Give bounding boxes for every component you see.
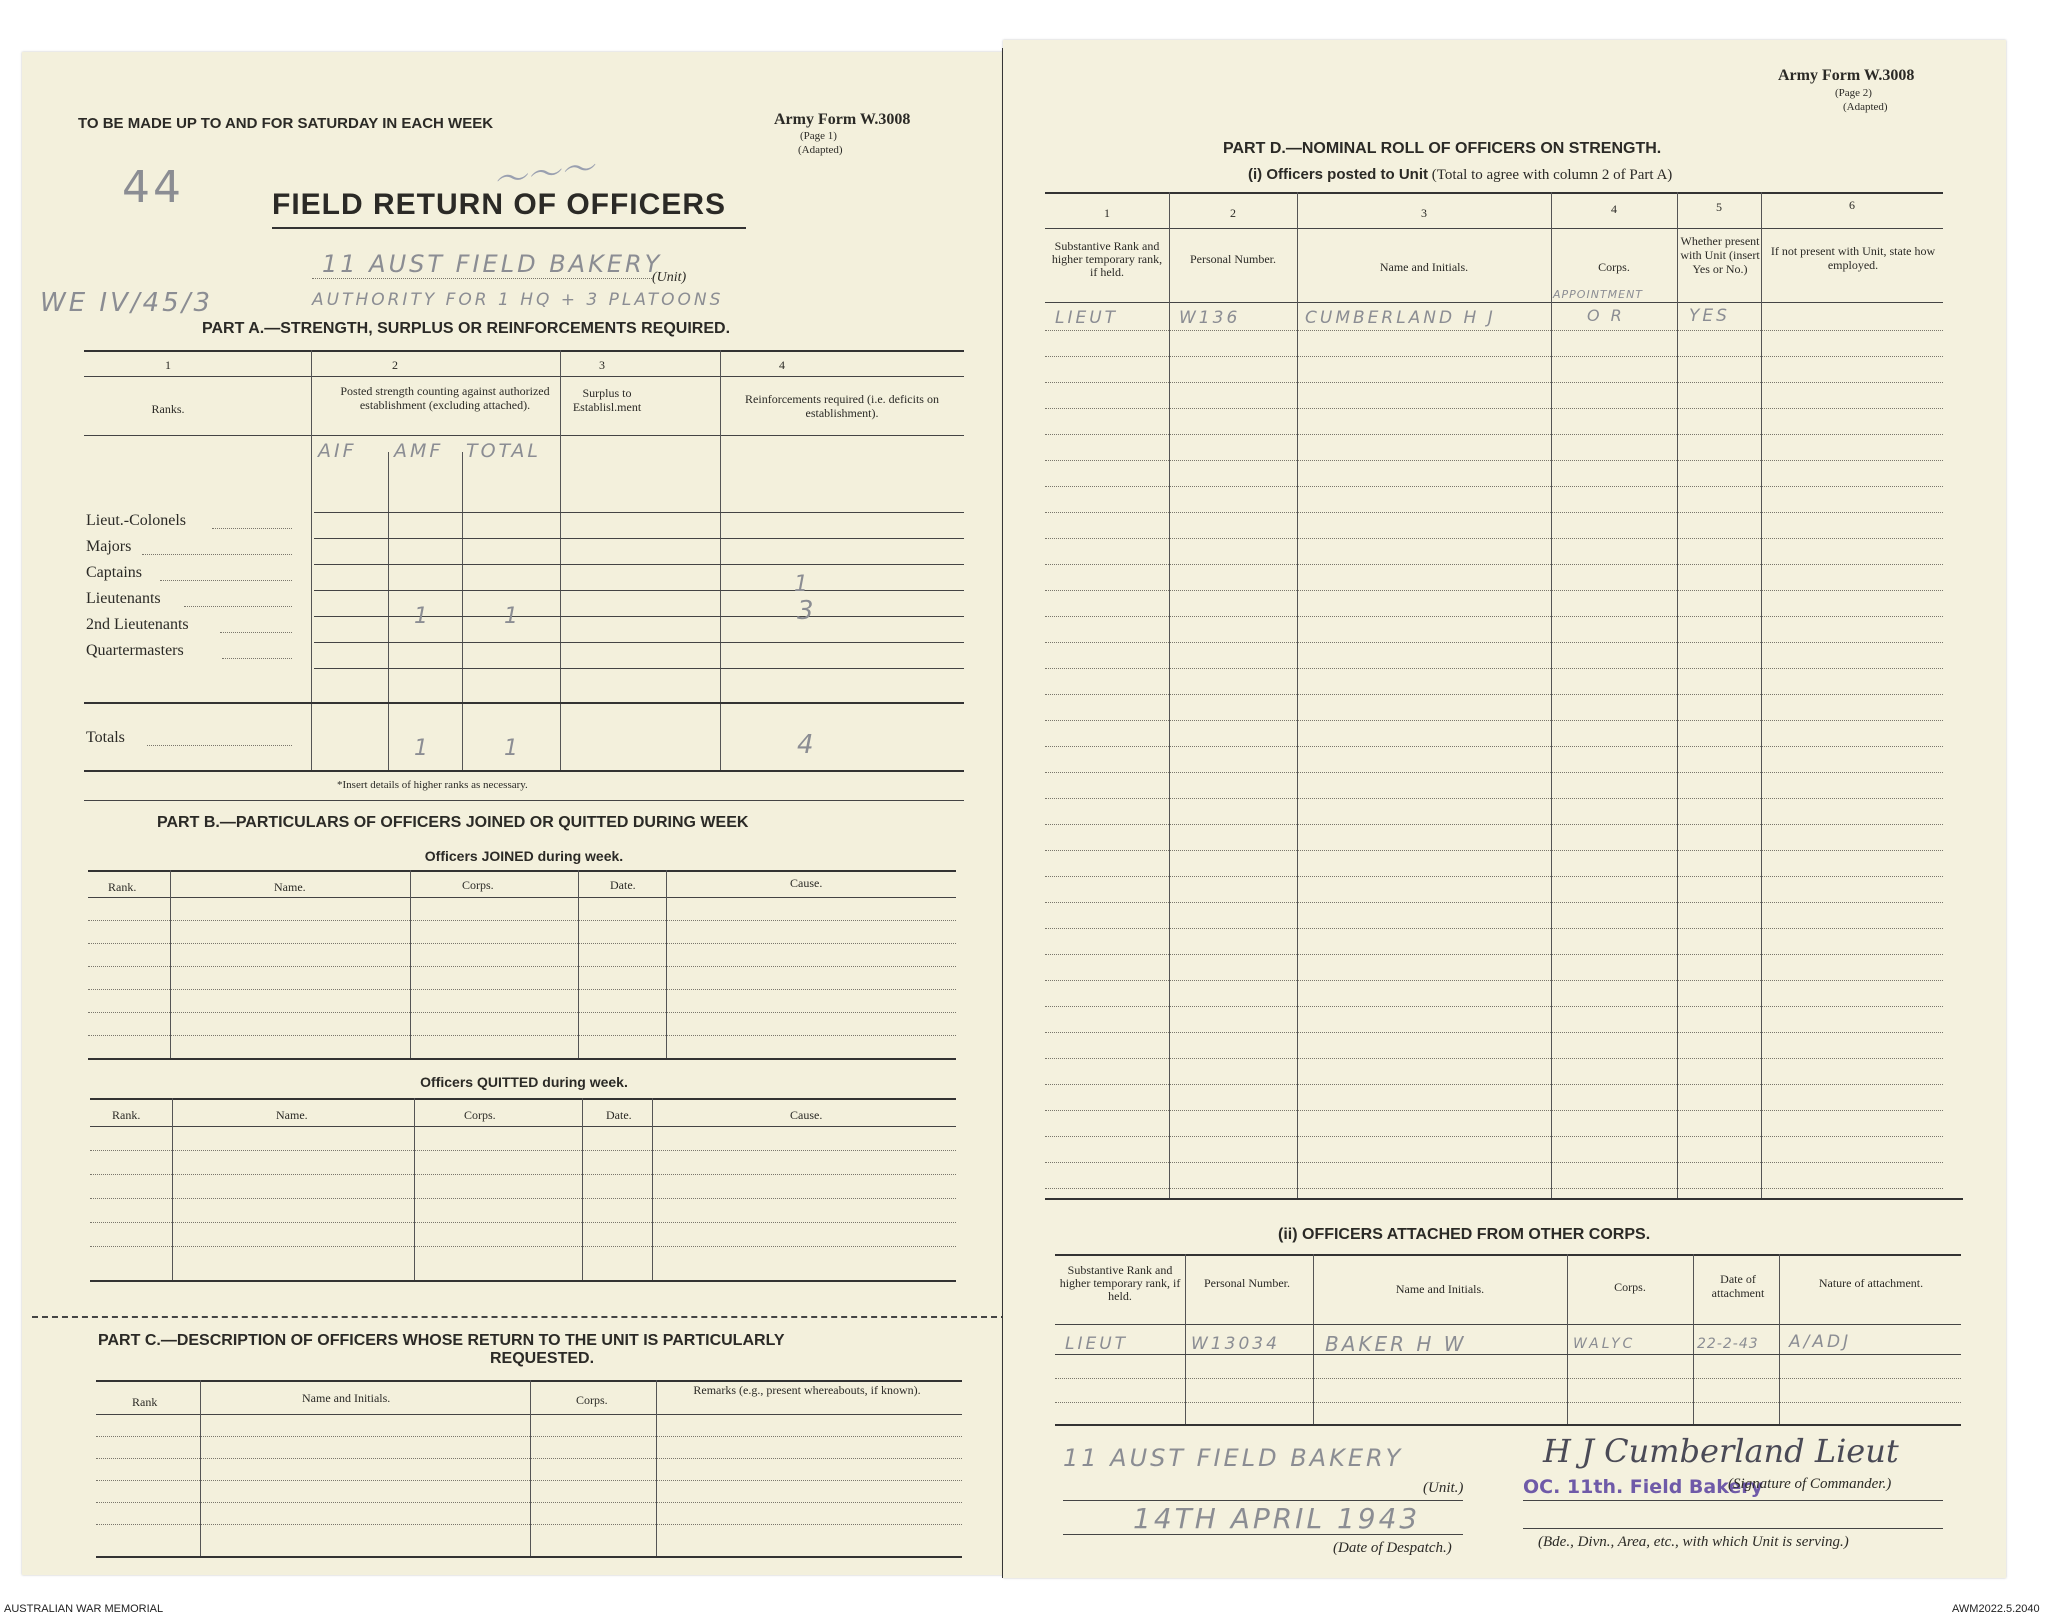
part-d-row-line [1045, 434, 1943, 435]
adapted-label: (Adapted) [798, 144, 843, 156]
attached-header-name: Name and Initials. [1395, 1282, 1485, 1296]
part-c-col-remarks: Remarks (e.g., present whereabouts, if known). [693, 1383, 921, 1397]
rank-dotline-2 [142, 554, 292, 555]
part-a-row-5 [314, 616, 964, 617]
sub-header-total: TOTAL [466, 440, 542, 462]
part-d-header-corps: Corps. [1598, 260, 1630, 274]
totals-reinforcements-value: 4 [797, 730, 817, 760]
captains-reinforcements-value: 1 [794, 572, 811, 597]
right-page [1003, 40, 2006, 1578]
attached-top-rule [1055, 1254, 1961, 1256]
part-c-vline-1 [200, 1380, 201, 1556]
part-c-col-rank: Rank [132, 1395, 158, 1409]
part-d-row-line [1045, 720, 1943, 721]
part-d-row-line [1045, 1136, 1943, 1137]
unit-dotline [312, 278, 652, 279]
part-d-row-line [1045, 876, 1943, 877]
part-d-header-present: Whether present with Unit (insert Yes or No.) [1680, 234, 1760, 276]
joined-row-4 [88, 989, 956, 990]
part-a-footnote: *Insert details of higher ranks as necessary. [337, 779, 528, 791]
part-c-row-2 [96, 1458, 962, 1459]
quitted-bottom-rule [90, 1280, 956, 1282]
part-d-row-line [1045, 590, 1943, 591]
quitted-col-rank: Rank. [112, 1108, 141, 1122]
part-a-title: PART A.—STRENGTH, SURPLUS OR REINFORCEMENTS REQUIRED. [202, 320, 731, 337]
entry-corps-top: APPOINTMENT [1553, 288, 1644, 301]
part-d-row-line [1045, 408, 1943, 409]
archive-credit: AUSTRALIAN WAR MEMORIAL [4, 1603, 164, 1615]
quitted-col-corps: Corps. [464, 1108, 496, 1122]
we-handwritten: WE IV/45/3 [40, 288, 213, 318]
attached-entry-corps: WALYC [1573, 1336, 1636, 1352]
part-d-colnum-6: 6 [1849, 198, 1855, 212]
quitted-vline-2 [414, 1098, 415, 1280]
part-d-row-line [1045, 564, 1943, 565]
attached-header-rule [1055, 1324, 1961, 1325]
part-d-colnum-1: 1 [1104, 206, 1110, 220]
attached-title: (ii) OFFICERS ATTACHED FROM OTHER CORPS. [1278, 1226, 1651, 1243]
unit-label: (Unit) [652, 270, 687, 285]
tear-line [32, 1316, 1007, 1318]
part-a-header-surplus: Surplus to Establisl.ment [572, 386, 642, 414]
joined-row-1 [88, 920, 956, 921]
totals-dotline [147, 745, 292, 746]
adapted-label-p2: (Adapted) [1843, 101, 1888, 113]
attached-row-1 [1055, 1354, 1961, 1355]
attached-bottom-rule [1055, 1424, 1961, 1426]
part-d-row-line [1045, 1006, 1943, 1007]
quitted-row-5 [90, 1246, 956, 1247]
part-d-bottom-rule [1045, 1198, 1963, 1200]
attached-entry-name: BAKER H W [1325, 1332, 1467, 1356]
footer-date-line [1063, 1534, 1463, 1535]
part-a-row-6 [314, 642, 964, 643]
joined-vline-2 [410, 870, 411, 1058]
footer-signature-label: (Signature of Commander.) [1728, 1476, 1892, 1492]
joined-row-5 [88, 1012, 956, 1013]
totals-label: Totals [86, 729, 125, 746]
entry-name: CUMBERLAND H J [1305, 308, 1496, 328]
part-d-subtitle-bold: (i) Officers posted to Unit [1248, 166, 1428, 183]
sub-header-aif: AIF [318, 440, 357, 462]
footer-date-handwritten: 14TH APRIL 1943 [1133, 1502, 1421, 1535]
part-b-title: PART B.—PARTICULARS OF OFFICERS JOINED OR QUITTED DURING WEEK [157, 814, 749, 831]
quitted-top-rule [90, 1098, 956, 1100]
attached-vline-4 [1693, 1254, 1694, 1424]
part-a-vline-1 [311, 350, 312, 770]
sub-header-amf: AMF [394, 440, 444, 462]
entry-number: W136 [1179, 308, 1241, 328]
attached-vline-1 [1185, 1254, 1186, 1424]
joined-top-rule [88, 870, 956, 872]
totals-aif-value: 1 [414, 736, 431, 761]
quitted-vline-3 [582, 1098, 583, 1280]
form-name-p2: Army Form W.3008 [1778, 67, 1915, 84]
part-d-header-rule [1045, 302, 1943, 303]
part-a-top-rule [84, 350, 964, 352]
authority-handwritten: AUTHORITY FOR 1 HQ + 3 PLATOONS [312, 290, 724, 310]
part-d-row-line [1045, 330, 1943, 331]
part-c-row-4 [96, 1502, 962, 1503]
part-a-vline-3 [720, 350, 721, 770]
lieutenants-reinforcements-value: 3 [797, 596, 817, 626]
part-c-col-name: Name and Initials. [302, 1391, 391, 1405]
part-d-row-line [1045, 1058, 1943, 1059]
archive-accession-number: AWM2022.5.2040 [1952, 1603, 2040, 1615]
header-instruction: TO BE MADE UP TO AND FOR SATURDAY IN EACH WEEK [78, 115, 494, 132]
part-d-row-line [1045, 694, 1943, 695]
quitted-title: Officers QUITTED during week. [420, 1074, 628, 1090]
attached-vline-3 [1567, 1254, 1568, 1424]
joined-col-name: Name. [274, 880, 306, 894]
attached-entry-date: 22-2-43 [1697, 1336, 1759, 1352]
part-c-row-5 [96, 1524, 962, 1525]
part-d-row-line [1045, 356, 1943, 357]
joined-header-rule [88, 897, 956, 898]
part-d-colnum-2: 2 [1230, 206, 1236, 220]
rank-dotline-1 [212, 528, 292, 529]
part-a-vline-2 [560, 350, 561, 770]
rank-quartermasters: Quartermasters [86, 642, 184, 659]
part-d-row-line [1045, 538, 1943, 539]
part-a-row-1 [314, 512, 964, 513]
part-a-num-rule [84, 376, 964, 377]
attached-header-number: Personal Number. [1204, 1276, 1290, 1290]
part-d-header-number: Personal Number. [1190, 252, 1276, 266]
rank-captains: Captains [86, 564, 142, 581]
part-a-colnum-2: 2 [392, 358, 398, 372]
part-a-vline-1a [388, 452, 389, 770]
joined-col-rank: Rank. [108, 880, 137, 894]
rank-majors: Majors [86, 538, 132, 555]
footer-unit-handwritten: 11 AUST FIELD BAKERY [1063, 1444, 1404, 1472]
quitted-col-date: Date. [606, 1108, 632, 1122]
part-a-totals-rule [84, 702, 964, 704]
footer-bde-label: (Bde., Divn., Area, etc., with which Unit is serving.) [1538, 1534, 1849, 1550]
unit-handwritten: 11 AUST FIELD BAKERY [322, 250, 663, 278]
entry-present: YES [1689, 306, 1730, 326]
rank-dotline-3 [160, 580, 292, 581]
part-d-vline-1 [1169, 192, 1170, 1198]
attached-entry-rank: LIEUT [1065, 1334, 1129, 1354]
part-d-row-line [1045, 1084, 1943, 1085]
joined-vline-4 [666, 870, 667, 1058]
entry-corps: O R [1587, 306, 1625, 325]
part-a-bottom-rule [84, 770, 964, 772]
part-d-vline-2 [1297, 192, 1298, 1198]
attached-row-2 [1055, 1378, 1961, 1379]
footer-stamp: OC. 11th. Field Bakery [1523, 1476, 1763, 1498]
part-c-col-corps: Corps. [576, 1393, 608, 1407]
part-a-row-4 [314, 590, 964, 591]
part-d-row-line [1045, 850, 1943, 851]
part-d-row-line [1045, 798, 1943, 799]
part-d-row-line [1045, 746, 1943, 747]
part-d-row-line [1045, 928, 1943, 929]
part-a-row-2 [314, 538, 964, 539]
part-d-row-line [1045, 1110, 1943, 1111]
footer-unit-label: (Unit.) [1423, 1480, 1464, 1496]
quitted-col-name: Name. [276, 1108, 308, 1122]
part-d-colnum-5: 5 [1716, 200, 1722, 214]
part-d-vline-3 [1551, 192, 1552, 1198]
attached-header-corps: Corps. [1614, 1280, 1646, 1294]
part-d-header-employed: If not present with Unit, state how employed. [1770, 244, 1936, 272]
part-d-header-rank: Substantive Rank and higher temporary rank, if held. [1051, 239, 1163, 279]
part-a-header-ranks: Ranks. [151, 402, 185, 416]
joined-bottom-rule [88, 1058, 956, 1060]
attached-entry-nature: A/ADJ [1789, 1332, 1852, 1352]
entry-rank: LIEUT [1055, 308, 1119, 328]
joined-col-cause: Cause. [790, 876, 823, 890]
quitted-row-3 [90, 1198, 956, 1199]
part-d-top-rule [1045, 192, 1943, 194]
part-d-row-line [1045, 668, 1943, 669]
quitted-col-cause: Cause. [790, 1108, 823, 1122]
attached-row-3 [1055, 1402, 1961, 1403]
part-d-colnum-3: 3 [1421, 206, 1427, 220]
joined-vline-3 [578, 870, 579, 1058]
handwritten-number: 44 [122, 162, 184, 213]
footer-signature: H J Cumberland Lieut [1543, 1432, 1899, 1470]
part-a-header-rule [84, 435, 964, 436]
part-c-title-line1: PART C.—DESCRIPTION OF OFFICERS WHOSE RETURN TO THE UNIT IS PARTICULARLY [98, 1332, 785, 1349]
footer-bde-line [1523, 1528, 1943, 1529]
part-d-row-line [1045, 902, 1943, 903]
joined-row-3 [88, 966, 956, 967]
part-d-row-line [1045, 1162, 1943, 1163]
part-d-row-line [1045, 1032, 1943, 1033]
page-label: (Page 1) [800, 130, 837, 142]
footer-date-label: (Date of Despatch.) [1333, 1540, 1452, 1556]
part-d-row-line [1045, 772, 1943, 773]
part-d-row-line [1045, 1188, 1943, 1189]
part-d-colnum-4: 4 [1611, 202, 1617, 216]
totals-total-value: 1 [504, 736, 521, 761]
page-label-p2: (Page 2) [1835, 87, 1872, 99]
part-d-vline-4 [1677, 192, 1678, 1198]
quitted-row-1 [90, 1150, 956, 1151]
rank-2nd-lieutenants: 2nd Lieutenants [86, 616, 189, 633]
part-c-row-1 [96, 1436, 962, 1437]
joined-col-corps: Corps. [462, 878, 494, 892]
part-a-colnum-1: 1 [165, 358, 171, 372]
attached-vline-2 [1313, 1254, 1314, 1424]
part-d-row-line [1045, 512, 1943, 513]
part-c-row-3 [96, 1480, 962, 1481]
part-d-row-line [1045, 824, 1943, 825]
quitted-header-rule [90, 1126, 956, 1127]
attached-vline-5 [1779, 1254, 1780, 1424]
joined-title: Officers JOINED during week. [424, 848, 624, 864]
part-a-header-reinforcements: Reinforcements required (i.e. deficits on establishment). [745, 392, 939, 420]
part-d-row-line [1045, 382, 1943, 383]
part-d-title: PART D.—NOMINAL ROLL OF OFFICERS ON STRENGTH. [1223, 140, 1662, 157]
part-a-row-7 [314, 668, 964, 669]
rank-dotline-6 [222, 658, 292, 659]
part-c-title-line2: REQUESTED. [490, 1350, 595, 1367]
form-name: Army Form W.3008 [774, 111, 911, 128]
quitted-row-4 [90, 1222, 956, 1223]
part-c-bottom-rule [96, 1556, 962, 1558]
quitted-vline-4 [652, 1098, 653, 1280]
joined-row-2 [88, 943, 956, 944]
attached-header-date: Date of attachment [1711, 1272, 1765, 1300]
part-a-row-3 [314, 564, 964, 565]
pencil-scribble-mark: 〜〜〜 [490, 150, 597, 201]
joined-row-6 [88, 1035, 956, 1036]
attached-entry-number: W13034 [1191, 1334, 1280, 1354]
part-d-row-line [1045, 642, 1943, 643]
part-d-row-line [1045, 460, 1943, 461]
quitted-vline-1 [172, 1098, 173, 1280]
attached-header-rank: Substantive Rank and higher temporary rank, if held. [1059, 1263, 1181, 1303]
part-d-subtitle-rest: (Total to agree with column 2 of Part A) [1431, 167, 1673, 183]
footer-unit-line [1063, 1500, 1463, 1501]
joined-vline-1 [170, 870, 171, 1058]
part-d-subtitle [1248, 166, 1672, 184]
left-page [22, 52, 1012, 1575]
part-d-row-line [1045, 486, 1943, 487]
joined-col-date: Date. [610, 878, 636, 892]
part-a-footnote-rule [84, 800, 964, 801]
part-c-vline-3 [656, 1380, 657, 1556]
part-d-vline-5 [1761, 192, 1762, 1198]
part-a-colnum-4: 4 [779, 358, 785, 372]
rank-dotline-4 [184, 606, 292, 607]
rank-lieut-colonels: Lieut.-Colonels [86, 512, 186, 529]
part-c-header-rule [96, 1414, 962, 1415]
part-d-num-rule [1045, 228, 1943, 229]
attached-header-nature: Nature of attachment. [1818, 1276, 1924, 1290]
rank-lieutenants: Lieutenants [86, 590, 161, 607]
part-d-row-line [1045, 980, 1943, 981]
quitted-row-2 [90, 1174, 956, 1175]
part-a-colnum-3: 3 [599, 358, 605, 372]
part-d-row-line [1045, 954, 1943, 955]
lieutenants-total-value: 1 [504, 604, 521, 629]
part-c-top-rule [96, 1380, 962, 1382]
title-underline [272, 227, 746, 229]
part-d-row-line [1045, 616, 1943, 617]
rank-dotline-5 [220, 632, 292, 633]
form-title: FIELD RETURN OF OFFICERS [272, 188, 726, 221]
lieutenants-aif-value: 1 [414, 604, 431, 629]
part-c-vline-2 [530, 1380, 531, 1556]
part-a-vline-1b [462, 452, 463, 770]
part-a-header-posted: Posted strength counting against authorized establishment (excluding attached). [340, 384, 550, 412]
part-d-header-name: Name and Initials. [1379, 260, 1469, 274]
footer-signature-line [1523, 1500, 1943, 1501]
